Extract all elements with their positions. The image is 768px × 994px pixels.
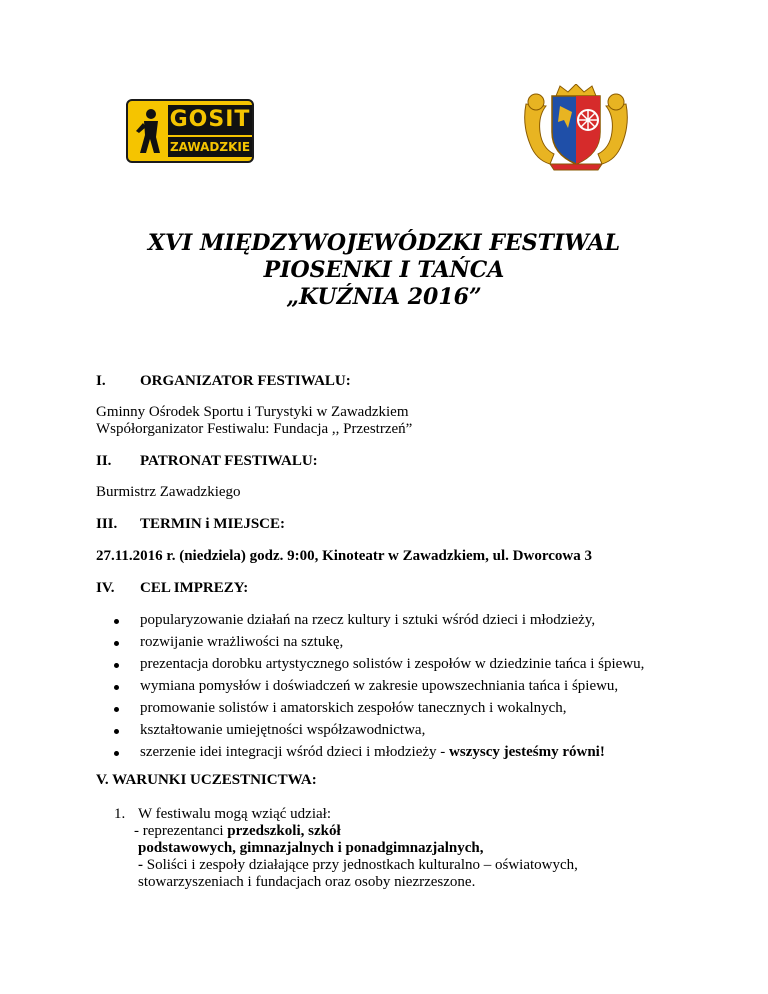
section-heading-organizer: ORGANIZATOR FESTIWALU: <box>140 373 351 389</box>
participation-intro: W festiwalu mogą wziąć udział: <box>138 806 331 822</box>
participation-dash: - <box>138 857 147 873</box>
section-number: I. <box>96 373 106 389</box>
section-heading-patronage: PATRONAT FESTIWALU: <box>140 453 318 469</box>
participation-text: - reprezentanci <box>134 823 228 839</box>
festival-title-line3: „KUŹNIA 2016” <box>286 284 482 310</box>
list-item <box>140 744 605 761</box>
list-item: popularyzowanie działań na rzecz kultury i sztuki wśród dzieci i młodzieży, <box>140 612 596 628</box>
section-heading-goals: CEL IMPREZY: <box>140 580 249 596</box>
list-item: kształtowanie umiejętności współzawodnictwa, <box>140 722 426 738</box>
co-organizer-line: Współorganizator Festiwalu: Fundacja ,, Przestrzeń” <box>96 421 413 437</box>
list-item: wymiana pomysłów i doświadczeń w zakresie upowszechniania tańca i śpiewu, <box>140 678 619 694</box>
patronage-line: Burmistrz Zawadzkiego <box>96 484 241 500</box>
list-item: rozwijanie wrażliwości na sztukę, <box>140 634 344 650</box>
list-item: prezentacja dorobku artystycznego solistów i zespołów w dziedzinie tańca i śpiewu, <box>140 656 645 672</box>
gosit-logo-text: GOSIT <box>168 105 252 135</box>
item-number: 1. <box>114 806 126 822</box>
participation-line <box>138 857 578 874</box>
section-heading-date-place: TERMIN i MIEJSCE: <box>140 516 286 532</box>
festival-title-line1: XVI MIĘDZYWOJEWÓDZKI FESTIWAL <box>147 230 621 256</box>
list-item-text: szerzenie idei integracji wśród dzieci i młodzieży - <box>140 744 450 760</box>
list-item: promowanie solistów i amatorskich zespołów tanecznych i wokalnych, <box>140 700 567 716</box>
zawadzkie-logo-text: ZAWADZKIE <box>168 137 252 157</box>
participation-text: Soliści i zespoły działające przy jednostkach kulturalno – oświatowych, <box>146 857 578 873</box>
organizer-line: Gminny Ośrodek Sportu i Turystyki w Zawadzkiem <box>96 404 409 420</box>
section-number: II. <box>96 453 112 469</box>
athlete-figure-icon <box>134 107 164 155</box>
equality-slogan: wszyscy jesteśmy równi! <box>449 744 605 760</box>
participation-line: stowarzyszeniach i fundacjach oraz osoby niezrzeszone. <box>138 874 476 890</box>
zawadzkie-coat-of-arms-icon <box>520 84 632 172</box>
section-number: III. <box>96 516 118 532</box>
festival-title-line2: PIOSENKI I TAŃCA <box>263 257 505 283</box>
participation-bold-text: przedszkoli, szkół <box>227 823 341 839</box>
participation-line <box>134 823 341 840</box>
section-number: IV. <box>96 580 115 596</box>
participation-bold-text: podstawowych, gimnazjalnych i ponadgimnazjalnych, <box>138 840 484 856</box>
section-heading-participation: V. WARUNKI UCZESTNICTWA: <box>96 772 317 788</box>
gosit-logo <box>126 99 254 163</box>
date-place-line: 27.11.2016 r. (niedziela) godz. 9:00, Kinoteatr w Zawadzkiem, ul. Dworcowa 3 <box>96 548 592 564</box>
participation-line <box>138 840 483 857</box>
